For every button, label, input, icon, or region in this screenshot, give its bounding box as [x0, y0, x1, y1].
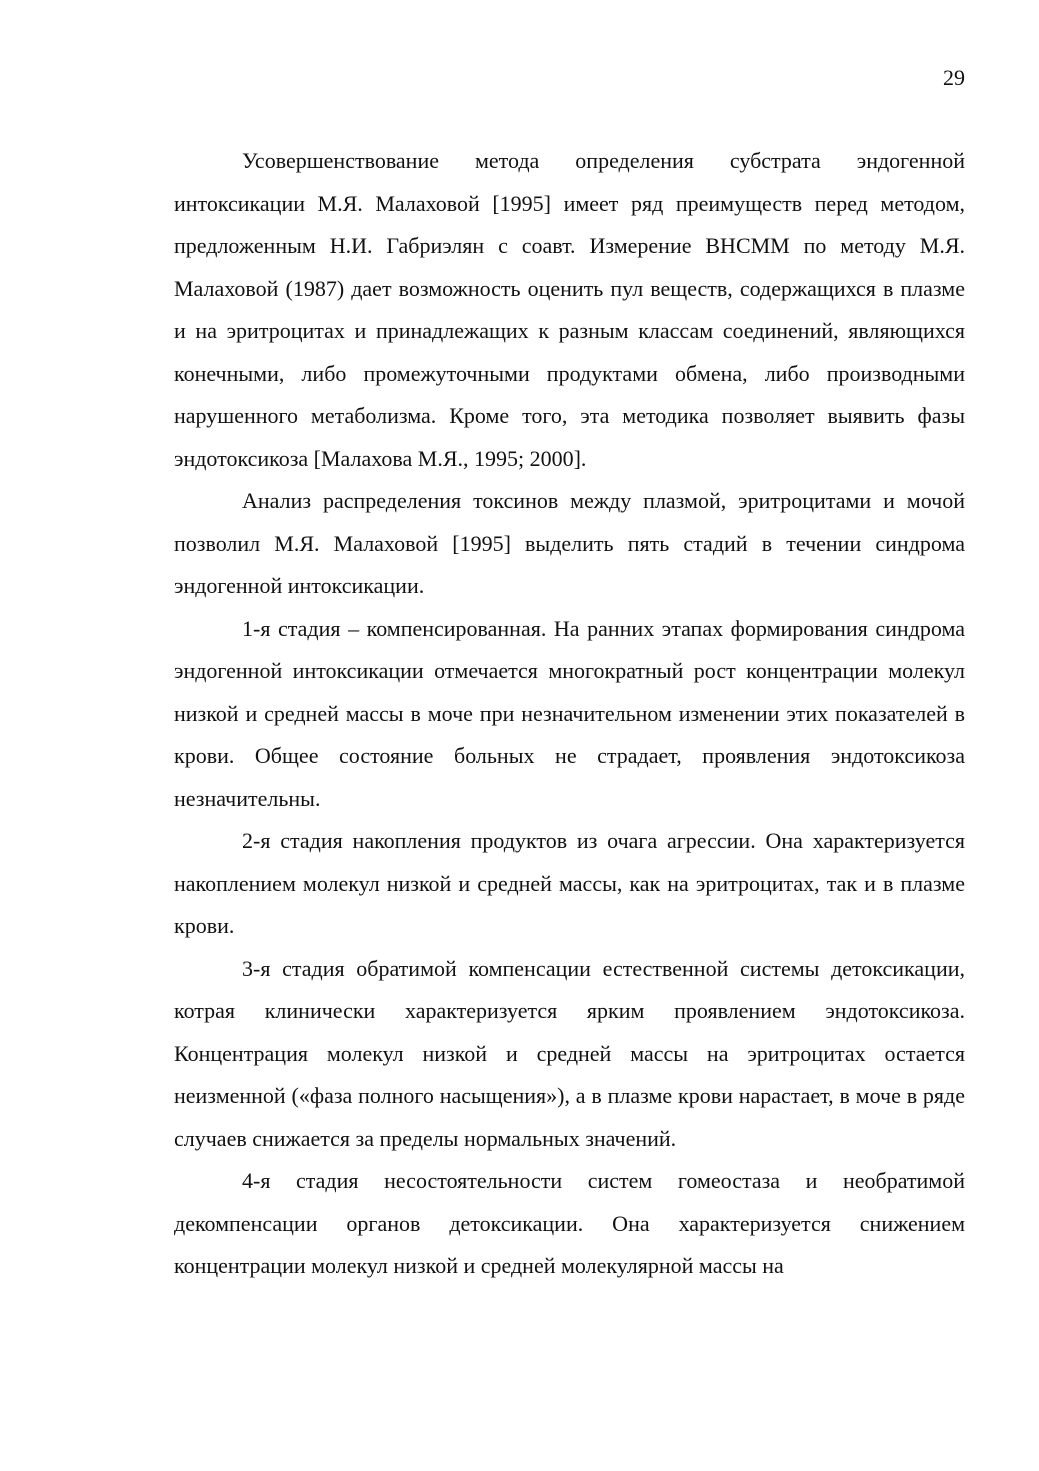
- paragraph-stage-3: 3-я стадия обратимой компенсации естественной системы детоксикации, котрая клинически характеризуется ярким проявлением эндотоксикоза. Концентрация молекул низкой и средней массы на эритроцитах остается неизменной («фаза полного насыщения»), а в плазме крови нарастает, в моче в ряде случаев снижается за пределы нормальных значений.: [174, 955, 965, 1151]
- paragraph-stage-1: 1-я стадия – компенсированная. На ранних этапах формирования синдрома эндогенной интоксикации отмечается многократный рост концентрации молекул низкой и средней массы в моче при незначительном изменении этих показателей в крови. Общее состояние больных не страдает, проявления эндотоксикоза незначительны.: [174, 615, 965, 811]
- paragraph-method-improvement: Усовершенствование метода определения субстрата эндогенной интоксикации М.Я. Малаховой [1995] имеет ряд преимуществ перед методом, предложенным Н.И. Габриэлян с соавт. Измерение ВНСММ по методу М.Я. Малаховой (1987) дает возможность оценить пул веществ, содержащихся в плазме и на эритроцитах и принадлежащих к разным классам соединений, являющихся конечными, либо промежуточными продуктами обмена, либо производными нарушенного метаболизма. Кроме того, эта методика позволяет выявить фазы эндотоксикоза [Малахова М.Я., 1995; 2000].: [174, 148, 965, 471]
- paragraph-stage-2: 2-я стадия накопления продуктов из очага агрессии. Она характеризуется накоплением молекул низкой и средней массы, как на эритроцитах, так и в плазме крови.: [174, 828, 965, 938]
- paragraph-toxin-distribution: Анализ распределения токсинов между плазмой, эритроцитами и мочой позволил М.Я. Малаховой [1995] выделить пять стадий в течении синдрома эндогенной интоксикации.: [174, 488, 965, 598]
- page-number: 29: [943, 65, 965, 90]
- paragraph-stage-4: 4-я стадия несостоятельности систем гомеостаза и необратимой декомпенсации органов детоксикации. Она характеризуется снижением концентрации молекул низкой и средней молекулярной массы на: [174, 1168, 965, 1278]
- body-text: [174, 140, 965, 1288]
